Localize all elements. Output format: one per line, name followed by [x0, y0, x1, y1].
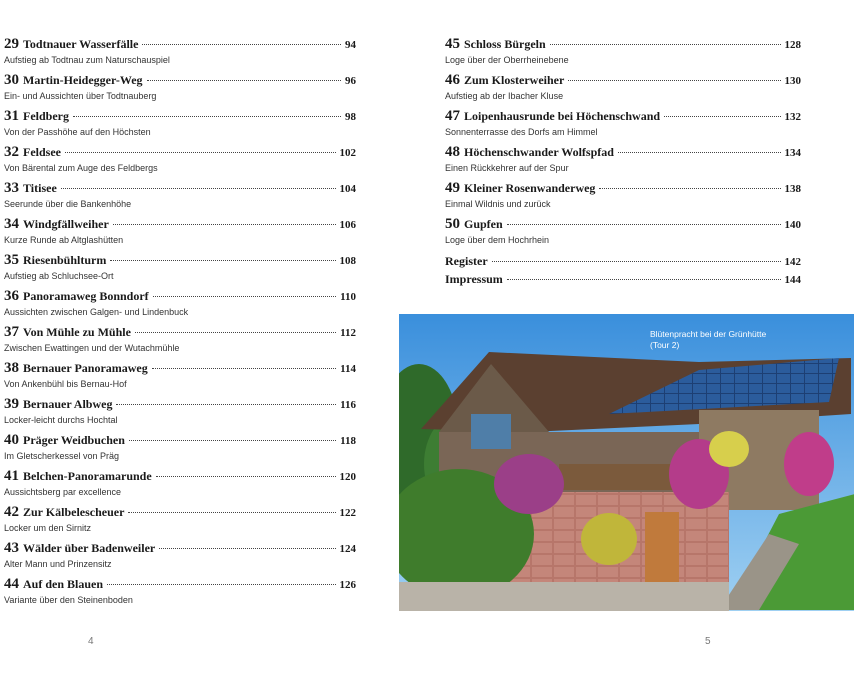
dot-leader [568, 80, 780, 81]
tour-number: 44 [4, 576, 19, 592]
tour-number: 34 [4, 216, 19, 232]
toc-list-right [445, 36, 801, 288]
tour-number: 41 [4, 468, 19, 484]
toc-entry-row [445, 180, 801, 197]
tour-subtitle: Ein- und Aussichten über Todtnauberg [4, 91, 157, 101]
toc-entry-row [4, 504, 356, 521]
dot-leader [507, 279, 781, 280]
dot-leader [65, 152, 336, 153]
toc-entry-row [4, 252, 356, 269]
toc-entry[interactable] [4, 504, 356, 540]
tour-number: 30 [4, 72, 19, 88]
tour-number: 42 [4, 504, 19, 520]
toc-entry-row [445, 108, 801, 125]
toc-entry-row [4, 288, 356, 305]
dot-leader [153, 296, 336, 297]
toc-entry[interactable] [4, 540, 356, 576]
dot-leader [128, 512, 335, 513]
tour-subtitle: Von Bärental zum Auge des Feldbergs [4, 163, 158, 173]
toc-entry-row [445, 36, 801, 53]
register-entry[interactable] [445, 252, 801, 270]
tour-number: 33 [4, 180, 19, 196]
photo-illustration [399, 314, 854, 611]
tour-number: 47 [445, 108, 460, 124]
toc-entry[interactable] [445, 144, 801, 180]
dot-leader [664, 116, 780, 117]
tour-title: Auf den Blauen [23, 577, 104, 591]
dot-leader [110, 260, 335, 261]
page-ref: 122 [339, 507, 356, 519]
tour-number: 38 [4, 360, 19, 376]
tour-title: Feldberg [23, 109, 69, 123]
tour-subtitle: Variante über den Steinenboden [4, 595, 133, 605]
tour-title: Todtnauer Wasserfälle [23, 37, 139, 51]
tour-title: Riesenbühlturm [23, 253, 107, 267]
toc-entry[interactable] [445, 36, 801, 72]
toc-entry[interactable] [4, 180, 356, 216]
page-ref: 98 [345, 111, 356, 123]
tour-title: Bernauer Panoramaweg [23, 361, 148, 375]
dot-leader [156, 476, 336, 477]
dot-leader [550, 44, 781, 45]
tour-title: Register [445, 254, 488, 268]
tour-number: 49 [445, 180, 460, 196]
tour-title: Feldsee [23, 145, 61, 159]
tour-title: Loipenhausrunde bei Höchenschwand [464, 109, 661, 123]
tour-number: 39 [4, 396, 19, 412]
dot-leader [129, 440, 336, 441]
dot-leader [113, 224, 336, 225]
page-ref: 132 [784, 111, 801, 123]
tour-title: Martin-Heidegger-Weg [23, 73, 143, 87]
page-ref: 104 [339, 183, 356, 195]
page-ref: 116 [340, 399, 356, 411]
tour-title: Impressum [445, 272, 503, 286]
photo-caption-line: (Tour 2) [650, 340, 680, 350]
tour-number: 29 [4, 36, 19, 52]
tour-title: Kleiner Rosenwanderweg [464, 181, 596, 195]
tour-number: 31 [4, 108, 19, 124]
tour-subtitle: Alter Mann und Prinzensitz [4, 559, 112, 569]
tour-subtitle: Locker-leicht durchs Hochtal [4, 415, 118, 425]
dot-leader [507, 224, 781, 225]
toc-entry[interactable] [4, 36, 356, 72]
dot-leader [116, 404, 336, 405]
toc-entry[interactable] [445, 108, 801, 144]
tour-subtitle: Loge über dem Hochrhein [445, 235, 550, 245]
dot-leader [107, 584, 335, 585]
toc-entry-row [4, 396, 356, 413]
toc-entry-row [445, 216, 801, 233]
dot-leader [492, 261, 781, 262]
right-page [427, 0, 854, 683]
page-ref: 112 [340, 327, 356, 339]
tour-subtitle: Loge über der Oberrheinebene [445, 55, 569, 65]
tour-title: Höchenschwander Wolfspfad [464, 145, 614, 159]
tour-number: 50 [445, 216, 460, 232]
toc-entry-row [4, 180, 356, 197]
page-number-right: 5 [705, 636, 711, 647]
toc-entry-row [4, 324, 356, 341]
tour-title: Windgfällweiher [23, 217, 109, 231]
tour-number: 36 [4, 288, 19, 304]
tour-title: Zur Kälbelescheuer [23, 505, 125, 519]
tour-subtitle: Im Gletscherkessel von Präg [4, 451, 120, 461]
photo-gruenhuette [399, 314, 854, 611]
page-number-left: 4 [88, 636, 94, 647]
tour-subtitle: Von der Passhöhe auf den Höchsten [4, 127, 151, 137]
toc-entry[interactable] [4, 252, 356, 288]
toc-entry-row [445, 270, 801, 289]
tour-title: Panoramaweg Bonndorf [23, 289, 149, 303]
dot-leader [135, 332, 336, 333]
toc-entry[interactable] [4, 144, 356, 180]
page-ref: 94 [345, 39, 356, 51]
page-ref: 134 [784, 147, 801, 159]
tour-subtitle: Aussichtsberg par excellence [4, 487, 122, 497]
tour-title: Belchen-Panoramarunde [23, 469, 152, 483]
toc-entry-row [445, 144, 801, 161]
dot-leader [599, 188, 780, 189]
tour-title: Gupfen [464, 217, 503, 231]
tour-title: Präger Weidbuchen [23, 433, 125, 447]
toc-entry[interactable] [4, 324, 356, 360]
page-ref: 138 [784, 183, 801, 195]
toc-entry[interactable] [4, 72, 356, 108]
tour-title: Wälder über Badenweiler [23, 541, 156, 555]
toc-entry[interactable] [4, 396, 356, 432]
page-ref: 108 [339, 255, 356, 267]
tour-subtitle: Zwischen Ewattingen und der Wutachmühle [4, 343, 180, 353]
page-ref: 114 [340, 363, 356, 375]
tour-title: Von Mühle zu Mühle [23, 325, 131, 339]
tour-subtitle: Von Ankenbühl bis Bernau-Hof [4, 379, 127, 389]
tour-number: 40 [4, 432, 19, 448]
toc-entry-row [4, 360, 356, 377]
toc-entry-row [4, 72, 356, 89]
toc-entry[interactable] [445, 72, 801, 108]
dot-leader [147, 80, 341, 81]
tour-title: Zum Klosterweiher [464, 73, 565, 87]
tour-subtitle: Sonnenterrasse des Dorfs am Himmel [445, 127, 598, 137]
toc-entry-row [4, 468, 356, 485]
dot-leader [61, 188, 336, 189]
tour-number: 48 [445, 144, 460, 160]
tour-subtitle: Seerunde über die Bankenhöhe [4, 199, 132, 209]
page-ref: 140 [784, 219, 801, 231]
page-ref: 142 [784, 256, 801, 268]
tour-title: Titisee [23, 181, 57, 195]
tour-number: 35 [4, 252, 19, 268]
tour-number: 32 [4, 144, 19, 160]
toc-entry[interactable] [4, 576, 356, 612]
tour-subtitle: Aufstieg ab Todtnau zum Naturschauspiel [4, 55, 170, 65]
impressum-entry[interactable] [445, 270, 801, 288]
dot-leader [152, 368, 336, 369]
toc-entry-row [4, 36, 356, 53]
dot-leader [73, 116, 341, 117]
tour-number: 37 [4, 324, 19, 340]
dot-leader [159, 548, 335, 549]
page-ref: 120 [339, 471, 356, 483]
tour-subtitle: Locker um den Sirnitz [4, 523, 92, 533]
toc-entry[interactable] [445, 180, 801, 216]
tour-subtitle: Aussichten zwischen Galgen- und Lindenbuck [4, 307, 189, 317]
toc-entry[interactable] [4, 468, 356, 504]
page-ref: 126 [339, 579, 356, 591]
photo-caption [650, 329, 766, 351]
toc-entry-row [4, 108, 356, 125]
toc-entry-row [4, 576, 356, 593]
toc-entry[interactable] [4, 432, 356, 468]
tour-subtitle: Einen Rückkehrer auf der Spur [445, 163, 569, 173]
toc-entry-row [4, 144, 356, 161]
toc-entry[interactable] [4, 288, 356, 324]
toc-entry-row [4, 216, 356, 233]
page-ref: 102 [339, 147, 356, 159]
toc-entry-row [4, 432, 356, 449]
tour-subtitle: Aufstieg ab der Ibacher Kluse [445, 91, 564, 101]
toc-entry-row [445, 252, 801, 271]
page-ref: 110 [340, 291, 356, 303]
dot-leader [142, 44, 341, 45]
tour-subtitle: Aufstieg ab Schluchsee-Ort [4, 271, 114, 281]
page-ref: 118 [340, 435, 356, 447]
page-ref: 96 [345, 75, 356, 87]
toc-entry-row [4, 540, 356, 557]
tour-title: Schloss Bürgeln [464, 37, 546, 51]
tour-number: 45 [445, 36, 460, 52]
toc-entry-row [445, 72, 801, 89]
photo-caption-line: Blütenpracht bei der Grünhütte [650, 329, 767, 339]
page-ref: 130 [784, 75, 801, 87]
toc-entry[interactable] [4, 108, 356, 144]
tour-subtitle: Einmal Wildnis und zurück [445, 199, 551, 209]
toc-entry[interactable] [445, 216, 801, 252]
toc-list-left [4, 36, 356, 612]
tour-number: 43 [4, 540, 19, 556]
tour-subtitle: Kurze Runde ab Altglashütten [4, 235, 124, 245]
dot-leader [618, 152, 781, 153]
toc-entry[interactable] [4, 216, 356, 252]
page-ref: 106 [339, 219, 356, 231]
tour-title: Bernauer Albweg [23, 397, 113, 411]
toc-entry[interactable] [4, 360, 356, 396]
tour-number: 46 [445, 72, 460, 88]
page-ref: 124 [339, 543, 356, 555]
page-ref: 144 [784, 274, 801, 286]
page-ref: 128 [784, 39, 801, 51]
